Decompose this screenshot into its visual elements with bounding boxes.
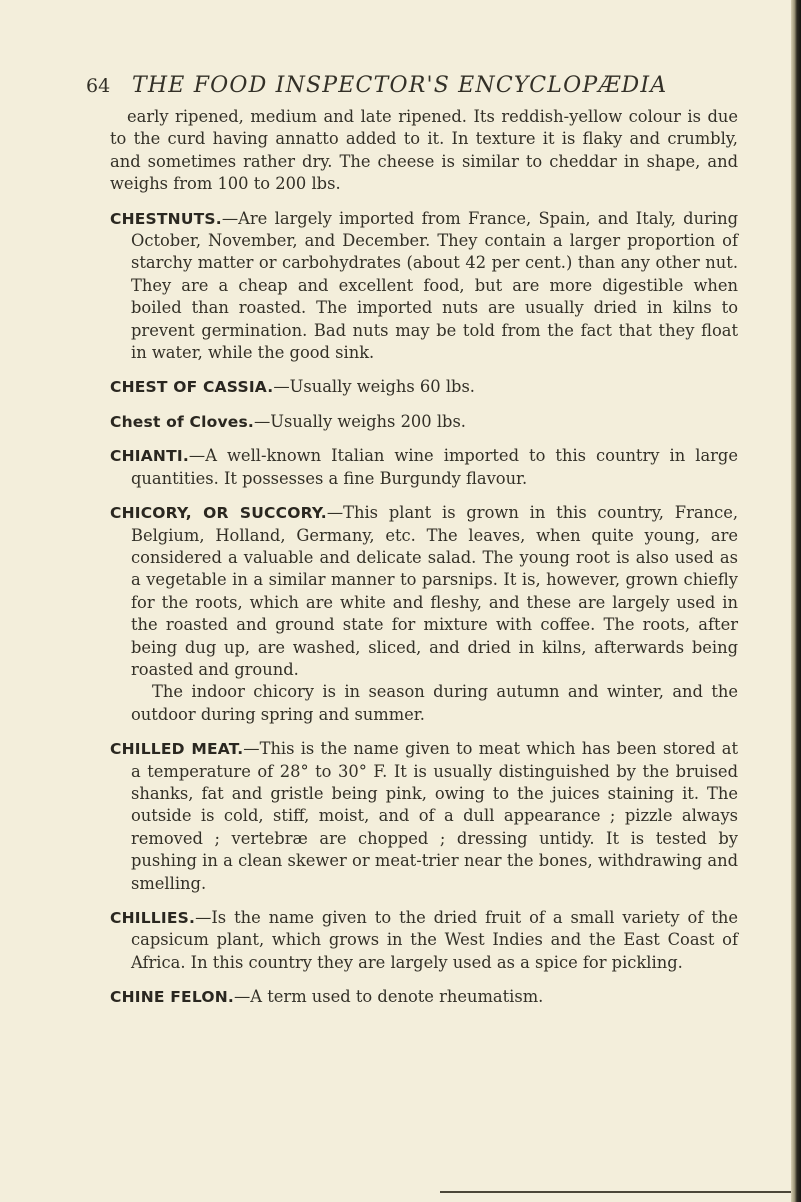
running-title: THE FOOD INSPECTOR'S ENCYCLOPÆDIA [132,73,668,98]
entry-chest-of-cassia [110,376,738,398]
headword: CHILLED MEAT. [110,740,244,759]
headword: CHIANTI. [110,447,189,466]
headword: CHILLIES. [110,909,196,927]
entry-chine-felon [110,986,738,1008]
page-edge [791,0,801,1202]
entry-chianti [110,445,738,490]
headword: CHEST OF CASSIA. [110,378,274,397]
entry-chestnuts [110,208,738,365]
entry-text: —Is the name given to the dried fruit of a small variety of the capsicum plant, which grows in the West Indies and the East Coast of Africa. In this country they are largely used as a spice for pickling. [131,908,738,972]
headword: CHICORY, OR SUCCORY. [110,504,327,523]
entry-chillies [110,907,738,974]
entry-chilled-meat [110,738,738,895]
page-body [110,106,738,1009]
entry-text: —Usually weighs 60 lbs. [273,377,475,397]
entry-chicory [110,502,738,681]
page-number: 64 [86,75,111,97]
headword: CHESTNUTS. [110,209,222,228]
running-header [86,73,736,103]
entry-text: —This plant is grown in this country, France, Belgium, Holland, Germany, etc. The leaves, when quite young, are considered a valuable and delicate salad. The young root is also used as a vegetable in a similar manner to parsnips. It is, however, grown chiefly for the roots, which are white and fleshy, and these are largely used in the roasted and ground state for mixture with coffee. The roots, after being dug up, are washed, sliced, and dried in kilns, afterwards being roasted and ground. [131,503,739,679]
entry-text: —Usually weighs 200 lbs. [254,411,466,431]
entry-chicory-continuation: The indoor chicory is in season during autumn and winter, and the outdoor during spring and summer. [131,682,738,724]
entry-text: —Are largely imported from France, Spain, and Italy, during October, November, and December. They contain a larger proportion of starchy matter or carbohydrates (about 42 per cent.) than any other nut. They are a cheap and excellent food, but are more digestible when boiled than roasted. The imported nuts are usually dried in kilns to prevent germination. Bad nuts may be told from the fact that they float in water, while the good sink. [131,208,738,363]
headword: Chest of Cloves. [110,412,255,431]
headword: CHINE FELON. [110,988,235,1007]
entry-chest-of-cloves [110,411,738,433]
bottom-rule [440,1191,791,1193]
continuation-paragraph: early ripened, medium and late ripened. Its reddish-yellow colour is due to the curd having annatto added to it. In texture it is flaky and crumbly, and sometimes rather dry. The cheese is similar to cheddar in shape, and weighs from 100 to 200 lbs. [110,107,738,194]
entry-text: —This is the name given to meat which has been stored at a temperature of 28° to 30° F. It is usually distinguished by the bruised shanks, fat and gristle being pink, owing to the juices staining it. The outside is cold, stiff, moist, and of a dull appearance ; pizzle always removed ; vertebræ are chopped ; dressing untidy. It is tested by pushing in a clean skewer or meat-trier near the bones, withdrawing and smelling. [131,739,738,893]
entry-text: —A well-known Italian wine imported to this country in large quantities. It possesses a fine Burgundy flavour. [131,446,738,488]
entry-text: —A term used to denote rheumatism. [234,987,544,1007]
